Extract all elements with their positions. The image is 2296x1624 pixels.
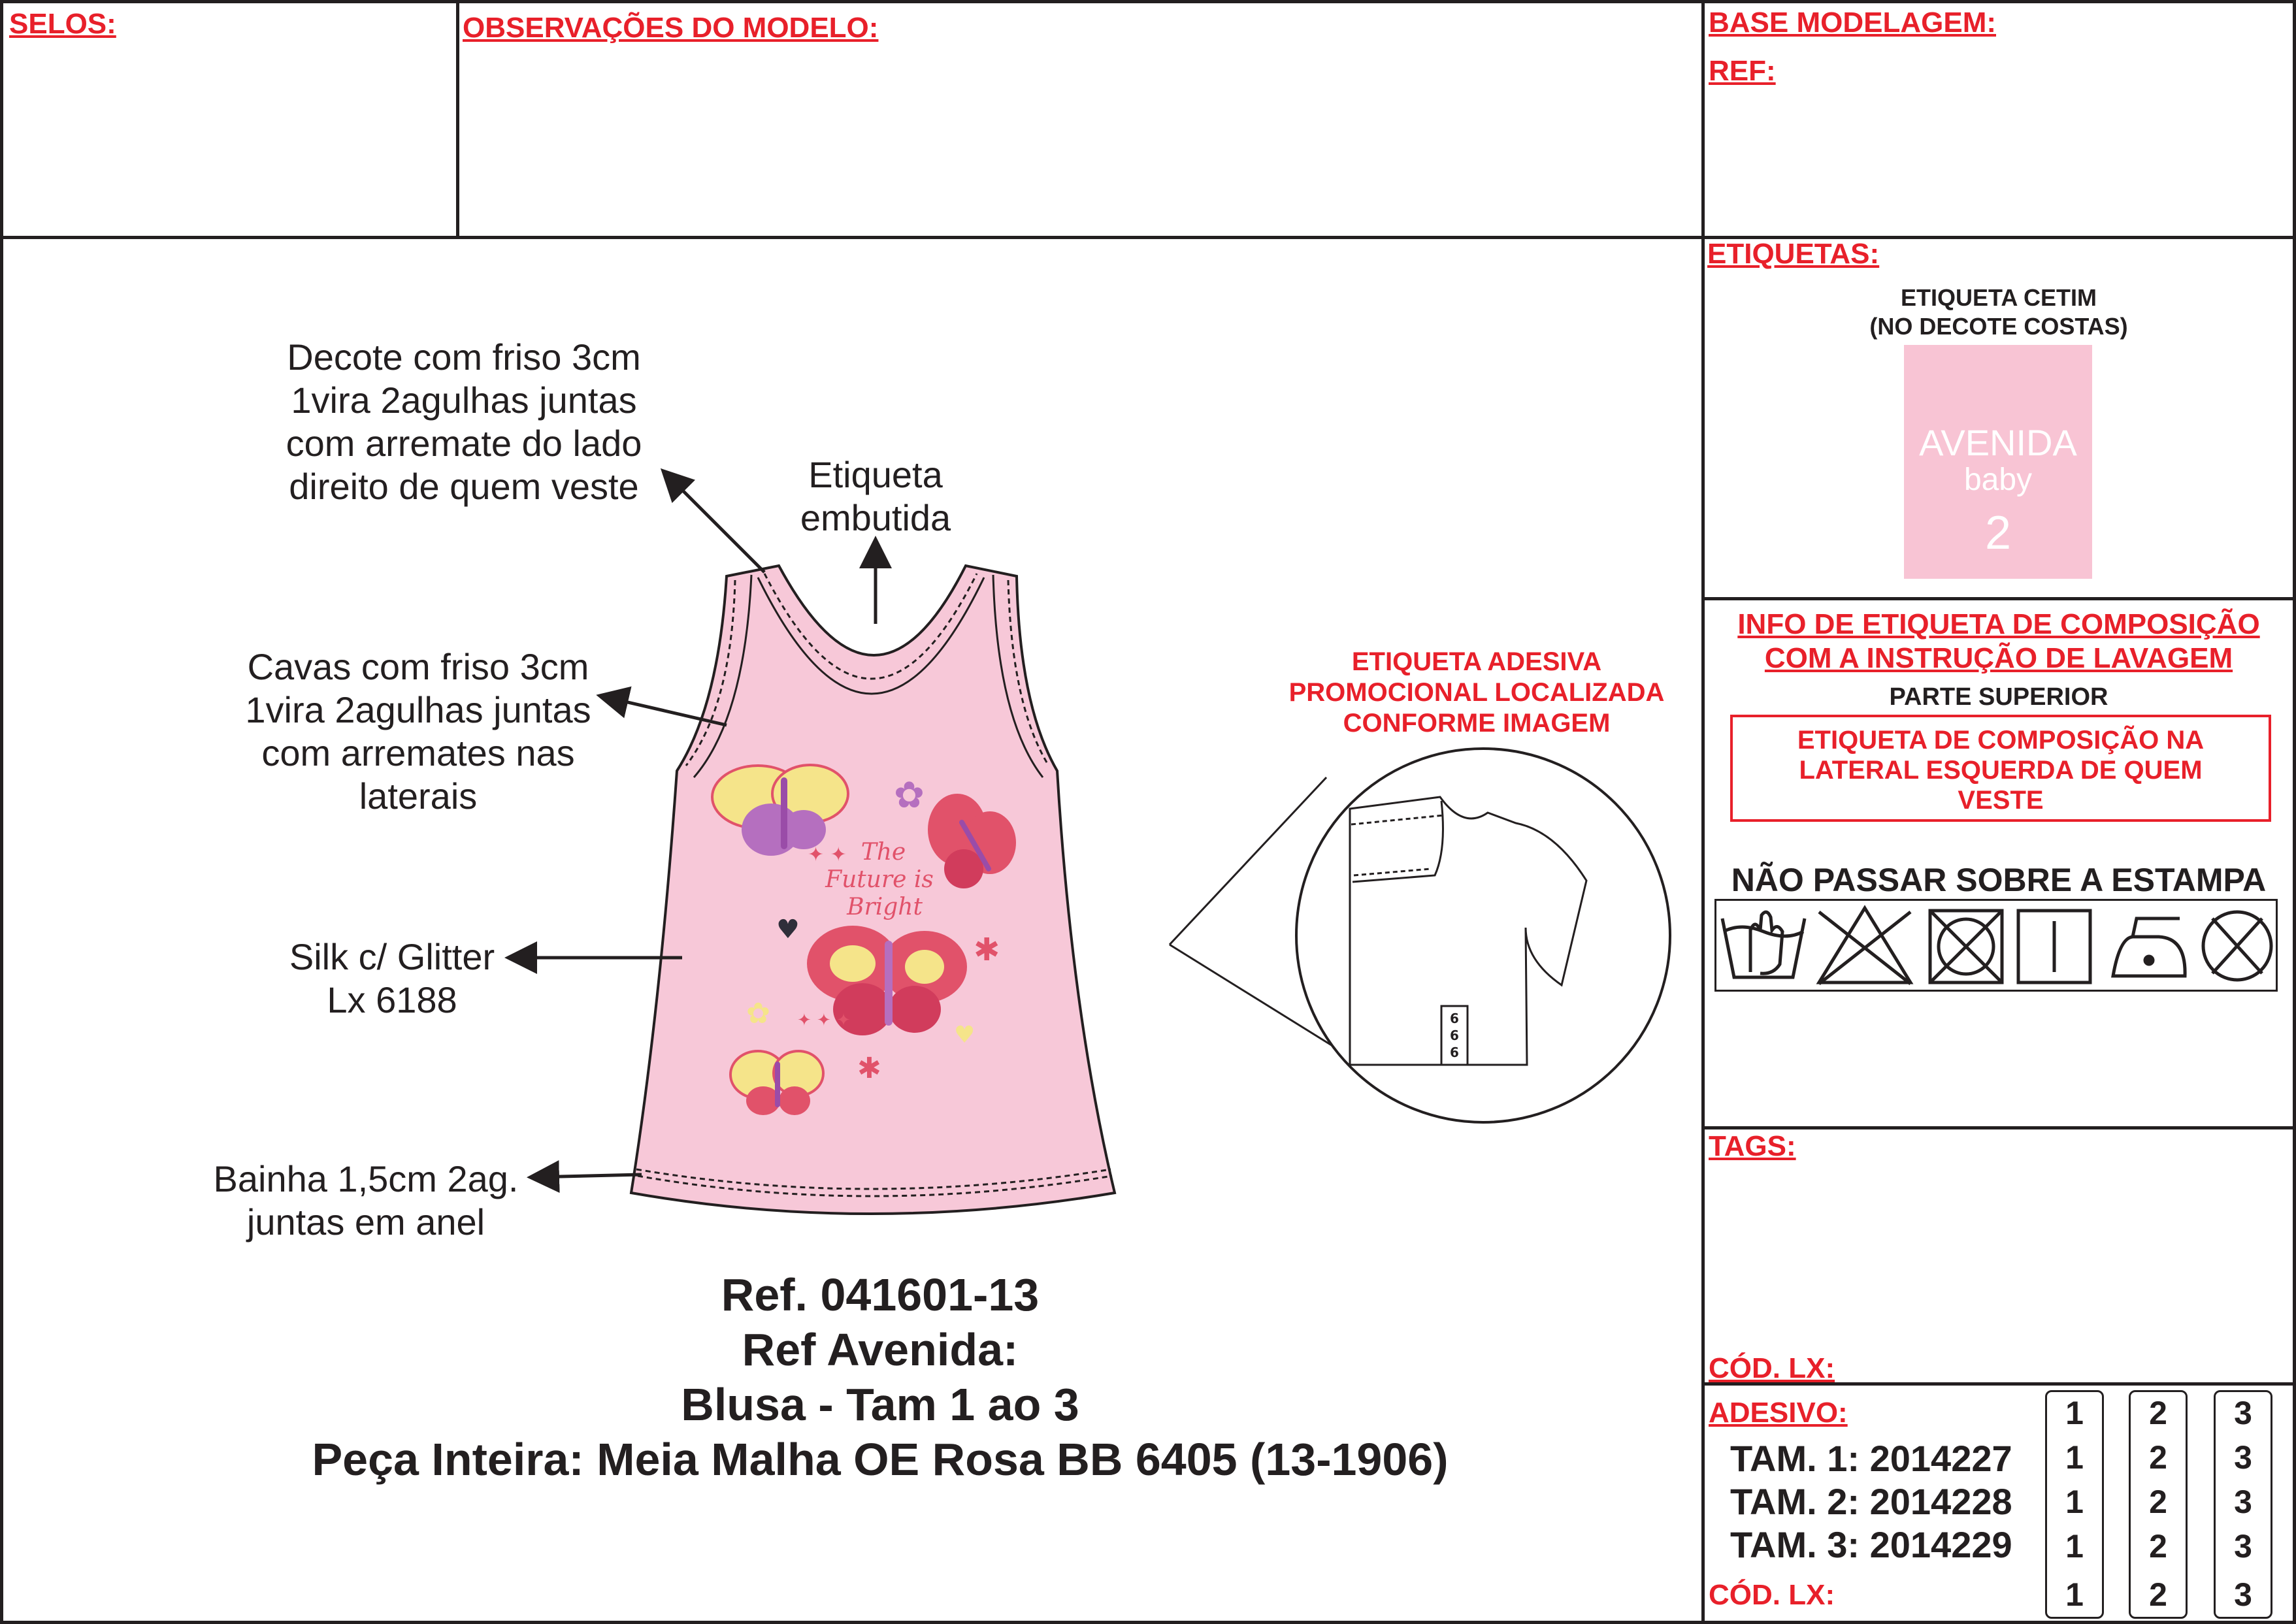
print-text-line-3: Bright (847, 894, 923, 920)
no-dry-clean-icon (2203, 912, 2271, 980)
etiqueta-adesiva-note: ETIQUETA ADESIVA PROMOCIONAL LOCALIZADA CONFORME IMAGEM (1288, 647, 1665, 738)
cod-lx-header: CÓD. LX: (1709, 1352, 1835, 1384)
size-col3-row2: 3 (2234, 1439, 2252, 1476)
bainha-note: Bainha 1,5cm 2ag. juntas em anel (213, 1158, 519, 1242)
size-col1-row4: 1 (2065, 1528, 2084, 1565)
size-col3-row4: 3 (2234, 1528, 2252, 1565)
arrow-bainha (533, 1175, 642, 1177)
tam-3-code: TAM. 3: 2014229 (1730, 1524, 2012, 1565)
cod-lx-footer-header: CÓD. LX: (1709, 1579, 1835, 1611)
tam-2-code: TAM. 2: 2014228 (1730, 1481, 2012, 1522)
adesivo-header: ADESIVO: (1709, 1397, 1848, 1429)
decote-note: Decote com friso 3cm 1vira 2agulhas juntas com arremate do lado direito de quem veste (286, 336, 642, 507)
hand-wash-icon (1722, 912, 1805, 977)
size-col1-row2: 1 (2065, 1439, 2084, 1476)
size-col3-row1: 3 (2234, 1395, 2252, 1431)
cavas-note: Cavas com friso 3cm 1vira 2agulhas juntas com arremates nas laterais (245, 646, 591, 817)
etiqueta-cetim-title: ETIQUETA CETIM (NO DECOTE COSTAS) (1869, 284, 2128, 340)
tags-divider (1701, 1126, 2296, 1129)
sticker-digit-2: 6 (1450, 1028, 1459, 1043)
etiqueta-embutida-note: Etiqueta embutida (800, 454, 951, 538)
line-dry-icon (2018, 911, 2090, 983)
print-sparkle-1: ✦ ✦ (808, 843, 847, 866)
size-col2-row1: 2 (2149, 1395, 2167, 1431)
print-heart-2: ♥ (954, 1022, 976, 1048)
print-flower-4: ✱ (857, 1052, 881, 1085)
parte-superior: PARTE SUPERIOR (1889, 683, 2108, 711)
nao-passar-text: NÃO PASSAR SOBRE A ESTAMPA (1731, 862, 2267, 898)
etiquetas-divider (1701, 597, 2296, 600)
sticker-digit-1: 6 (1450, 1011, 1459, 1026)
selos-header: SELOS: (9, 8, 116, 40)
no-bleach-icon (1819, 908, 1911, 984)
tam-1-code: TAM. 1: 2014227 (1730, 1438, 2012, 1479)
print-heart: ♥ (776, 915, 800, 945)
label-sub: baby (1963, 463, 2033, 497)
print-sparkle-2: ✦ ✦ ✦ (797, 1011, 851, 1030)
composicao-box-text: ETIQUETA DE COMPOSIÇÃO NA LATERAL ESQUERDA DE QUEM VESTE (1797, 726, 2205, 815)
label-brand: AVENIDA (1919, 422, 2077, 463)
care-icons (1714, 899, 2278, 992)
product-ref-avenida: Ref Avenida: (742, 1324, 1019, 1375)
print-text-line-2: Future is (825, 866, 934, 893)
silk-note: Silk c/ Glitter Lx 6188 (289, 936, 495, 1020)
product-fabric: Peça Inteira: Meia Malha OE Rosa BB 6405 (13-1906) (312, 1434, 1449, 1485)
print-text-line-1: The (861, 839, 906, 866)
base-modelagem-header: BASE MODELAGEM: (1709, 7, 1996, 39)
print-flower-2: ✱ (974, 932, 1000, 968)
size-col2-row4: 2 (2149, 1528, 2167, 1565)
size-col2-row5: 2 (2149, 1576, 2167, 1613)
print-flower-3: ✿ (746, 997, 770, 1030)
arrow-decote (665, 473, 764, 572)
size-col3-row3: 3 (2234, 1484, 2252, 1520)
observacoes-header: OBSERVAÇÕES DO MODELO: (463, 12, 879, 44)
detail-circle (1296, 749, 1670, 1122)
label-size: 2 (1984, 507, 2012, 559)
iron-low-icon (2113, 918, 2185, 976)
etiquetas-header: ETIQUETAS: (1707, 238, 1880, 270)
size-col1-row1: 1 (2065, 1395, 2084, 1431)
ref-header: REF: (1709, 55, 1776, 87)
etiqueta-cetim-label (1904, 345, 2092, 579)
product-blusa: Blusa - Tam 1 ao 3 (681, 1379, 1079, 1430)
sticker-digit-3: 6 (1450, 1045, 1459, 1060)
product-ref: Ref. 041601-13 (721, 1269, 1040, 1320)
no-tumble-dry-icon (1930, 911, 2002, 983)
size-col2-row3: 2 (2149, 1484, 2167, 1520)
size-col1-row5: 1 (2065, 1576, 2084, 1613)
composicao-title: INFO DE ETIQUETA DE COMPOSIÇÃO COM A INSTRUÇÃO DE LAVAGEM (1737, 608, 2260, 674)
size-col2-row2: 2 (2149, 1439, 2167, 1476)
size-col3-row5: 3 (2234, 1576, 2252, 1613)
frame-right (2293, 0, 2296, 1624)
print-flower-1: ✿ (894, 774, 925, 817)
size-col1-row3: 1 (2065, 1484, 2084, 1520)
tags-header: TAGS: (1709, 1130, 1796, 1162)
